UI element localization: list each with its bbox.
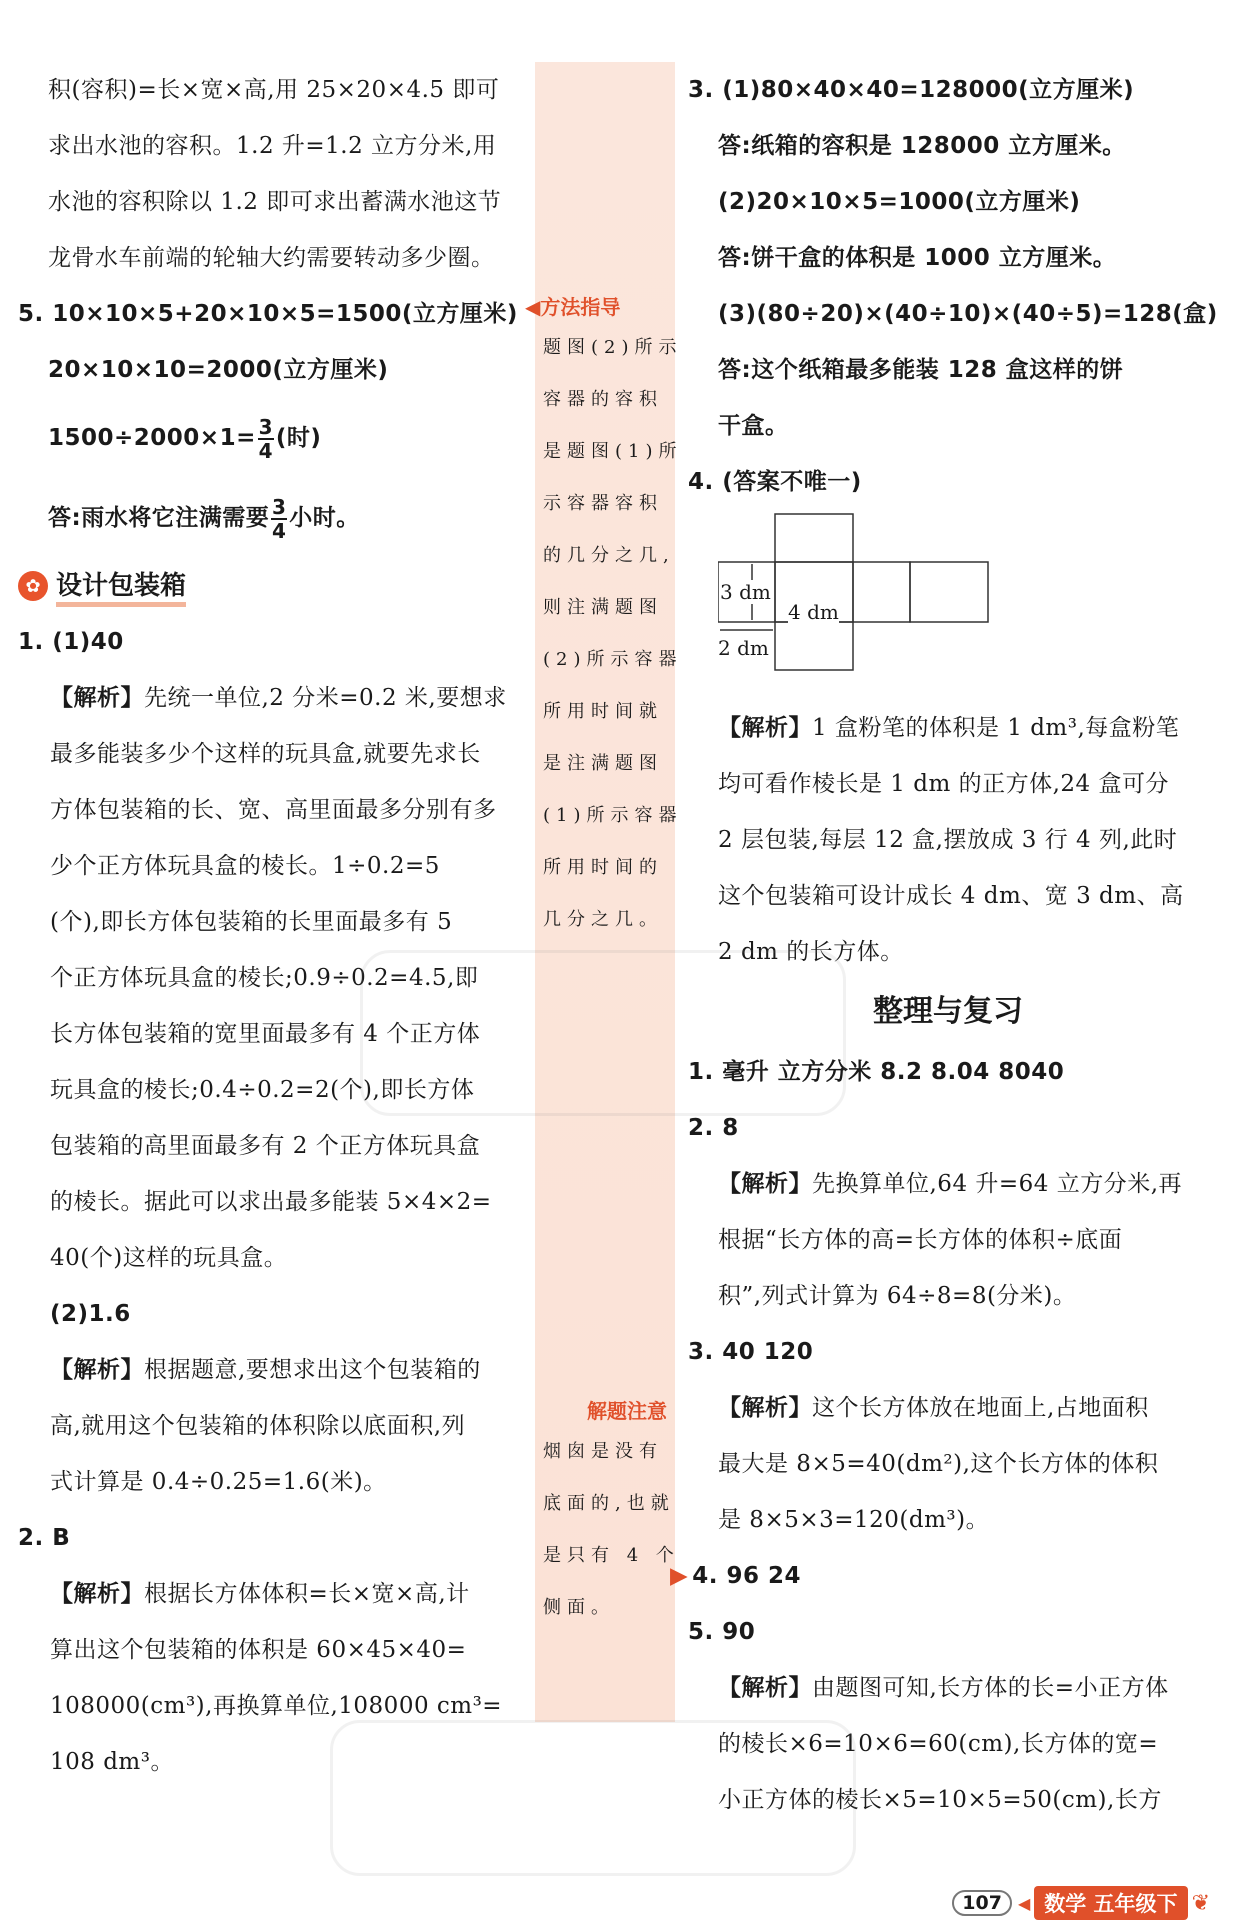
q5-answer-post: 小时。 <box>289 505 360 531</box>
analysis-tag: 【解析】 <box>718 715 812 741</box>
watermark-mark <box>330 1720 856 1876</box>
review-q1: 1. 毫升 立方分米 8.2 8.04 8040 <box>688 1059 1065 1085</box>
tip-line: 示容器容积 <box>543 493 663 514</box>
label-4dm: 4 dm <box>788 600 839 624</box>
tip-line: 容器的容积 <box>543 389 663 410</box>
frac-denominator: 4 <box>271 518 287 543</box>
analysis-tag: 【解析】 <box>718 1171 812 1197</box>
analysis-text: 这个长方体放在地面上,占地面积 <box>812 1395 1149 1421</box>
q3-3-answer: 干盒。 <box>718 413 789 439</box>
q4-analysis-line: 2 dm 的长方体。 <box>718 939 904 965</box>
net-face-back <box>910 562 988 622</box>
q3-1-answer: 答:纸箱的容积是 128000 立方厘米。 <box>718 133 1126 159</box>
box-net-diagram <box>718 510 1018 690</box>
q1-1-analysis-line: 玩具盒的棱长;0.4÷0.2=2(个),即长方体 <box>50 1077 475 1103</box>
frac-denominator: 4 <box>258 438 274 463</box>
q1-1-analysis-line: 的棱长。据此可以求出最多能装 5×4×2= <box>50 1189 492 1215</box>
q4-analysis-line: 这个包装箱可设计成长 4 dm、宽 3 dm、高 <box>718 883 1184 909</box>
q5-line1: 5. 10×10×5+20×10×5=1500(立方厘米) <box>18 301 518 327</box>
review-section-title: 整理与复习 <box>873 994 1023 1029</box>
section-title-text: 设计包装箱 <box>56 565 186 607</box>
q2-analysis-line <box>18 1566 528 1622</box>
analysis-text: 1 盒粉笔的体积是 1 dm³,每盒粉笔 <box>812 715 1180 741</box>
left-column <box>18 62 528 1790</box>
q2-analysis-line: 108 dm³。 <box>50 1749 174 1775</box>
q3-3: (3)(80÷20)×(40÷10)×(40÷5)=128(盒) <box>718 301 1218 327</box>
tip-line: 底面的,也就 <box>543 1493 675 1514</box>
intro-line: 水池的容积除以 1.2 即可求出蓄满水池这节 <box>48 189 502 215</box>
label-2dm: 2 dm <box>718 636 769 660</box>
net-face-top <box>775 514 853 562</box>
q1-1-analysis-line: 个正方体玩具盒的棱长;0.9÷0.2=4.5,即 <box>50 965 479 991</box>
analysis-tag: 【解析】 <box>50 1357 144 1383</box>
q1-1-analysis-line: 少个正方体玩具盒的棱长。1÷0.2=5 <box>50 853 440 879</box>
q1-2: (2)1.6 <box>50 1301 131 1327</box>
review-q2-analysis: 根据“长方体的高=长方体的体积÷底面 <box>718 1227 1123 1253</box>
tip-line: 则注满题图 <box>543 597 663 618</box>
review-q5-analysis: 的棱长×6=10×6=60(cm),长方体的宽= <box>718 1731 1159 1757</box>
frac-numerator: 3 <box>271 494 287 519</box>
section-title <box>18 558 528 614</box>
q2-analysis-line: 108000(cm³),再换算单位,108000 cm³= <box>50 1693 503 1719</box>
net-face-bottom <box>775 622 853 670</box>
q3-3-answer: 答:这个纸箱最多能装 128 盒这样的饼 <box>718 357 1124 383</box>
analysis-tag: 【解析】 <box>50 685 144 711</box>
tip-line: 的几分之几, <box>543 545 675 566</box>
maple-leaf-icon: ❦ <box>1191 1890 1210 1916</box>
review-q5-analysis: 小正方体的棱长×5=10×5=50(cm),长方 <box>718 1787 1162 1813</box>
review-q2-analysis: 积”,列式计算为 64÷8=8(分米)。 <box>718 1283 1077 1309</box>
analysis-tag: 【解析】 <box>50 1581 144 1607</box>
tip-line: (1)所示容器 <box>543 805 683 826</box>
q1-1-analysis-line <box>18 670 528 726</box>
q1-2-analysis-line: 式计算是 0.4÷0.25=1.6(米)。 <box>50 1469 387 1495</box>
analysis-tag: 【解析】 <box>718 1395 812 1421</box>
q1-1-analysis-line: (个),即长方体包装箱的长里面最多有 5 <box>50 909 453 935</box>
tip-line: 所用时间就 <box>543 701 663 722</box>
q5-answer-fraction <box>271 496 287 542</box>
review-q2-analysis <box>688 1156 1208 1212</box>
q5-line3 <box>18 398 528 478</box>
book-title: 数学 五年级下 <box>1034 1886 1187 1920</box>
solving-note-heading: 解题注意 <box>587 1399 667 1423</box>
right-column <box>670 62 1218 1828</box>
tip-line: 是注满题图 <box>543 753 663 774</box>
method-guide-body <box>535 322 683 946</box>
analysis-tag: 【解析】 <box>718 1675 812 1701</box>
q4: 4. (答案不唯一) <box>688 469 862 495</box>
intro-line: 龙骨水车前端的轮轴大约需要转动多少圈。 <box>48 245 495 271</box>
q3-1: 3. (1)80×40×40=128000(立方厘米) <box>688 77 1135 103</box>
q1-1: 1. (1)40 <box>18 629 124 655</box>
intro-line: 积(容积)=长×宽×高,用 25×20×4.5 即可 <box>48 77 500 103</box>
net-face-right <box>853 562 910 622</box>
page-number: 107 <box>952 1890 1012 1916</box>
q2-analysis-line: 算出这个包装箱的体积是 60×45×40= <box>50 1637 467 1663</box>
analysis-text: 由题图可知,长方体的长=小正方体 <box>812 1675 1169 1701</box>
tip-line: (2)所示容器 <box>543 649 683 670</box>
q2: 2. B <box>18 1525 71 1551</box>
tip-line: 所用时间的 <box>543 857 663 878</box>
tip-line: 几分之几。 <box>543 909 663 930</box>
review-q4 <box>670 1548 1208 1604</box>
q1-1-analysis-line: 最多能装多少个这样的玩具盒,就要先求长 <box>50 741 481 767</box>
review-q3-analysis: 最大是 8×5=40(dm²),这个长方体的体积 <box>718 1451 1159 1477</box>
q1-1-analysis-line: 方体包装箱的长、宽、高里面最多分别有多 <box>50 797 497 823</box>
method-guide-heading: ◀方法指导 <box>525 295 621 319</box>
review-q4-text: 4. 96 24 <box>692 1563 801 1589</box>
tip-line: 题图(2)所示 <box>543 337 683 358</box>
q3-2-answer: 答:饼干盒的体积是 1000 立方厘米。 <box>718 245 1117 271</box>
q5-answer <box>18 478 528 558</box>
triangle-left-icon: ◀ <box>1017 1893 1031 1913</box>
q1-2-analysis-line <box>18 1342 528 1398</box>
q1-1-analysis-line: 包装箱的高里面最多有 2 个正方体玩具盒 <box>50 1133 481 1159</box>
analysis-text: 根据题意,要想求出这个包装箱的 <box>144 1357 481 1383</box>
review-q5: 5. 90 <box>688 1619 756 1645</box>
package-icon: ✿ <box>18 571 48 601</box>
q4-analysis-line: 2 层包装,每层 12 盒,摆放成 3 行 4 列,此时 <box>718 827 1178 853</box>
q1-2-analysis-line: 高,就用这个包装箱的体积除以底面积,列 <box>50 1413 466 1439</box>
review-q2: 2. 8 <box>688 1115 739 1141</box>
review-q3-analysis: 是 8×5×3=120(dm³)。 <box>718 1507 990 1533</box>
review-q3-analysis <box>688 1380 1208 1436</box>
q1-1-analysis-line: 长方体包装箱的宽里面最多有 4 个正方体 <box>50 1021 481 1047</box>
tip-column <box>525 62 683 1722</box>
tip-line: 侧面。 <box>543 1597 615 1618</box>
q3-2: (2)20×10×5=1000(立方厘米) <box>718 189 1081 215</box>
q4-analysis-line: 均可看作棱长是 1 dm 的正方体,24 盒可分 <box>718 771 1169 797</box>
analysis-text: 先统一单位,2 分米=0.2 米,要想求 <box>144 685 507 711</box>
q5-answer-pre: 答:雨水将它注满需要 <box>48 505 270 531</box>
intro-line: 求出水池的容积。1.2 升=1.2 立方分米,用 <box>48 133 497 159</box>
solving-note-body <box>535 1426 680 1634</box>
q5-unit: (时) <box>275 425 322 451</box>
q5-expression: 1500÷2000×1= <box>48 425 256 451</box>
review-q3: 3. 40 120 <box>688 1339 814 1365</box>
tip-line: 是题图(1)所 <box>543 441 683 462</box>
q1-1-analysis-line: 40(个)这样的玩具盒。 <box>50 1245 288 1271</box>
page-footer <box>952 1886 1210 1920</box>
analysis-text: 根据长方体体积=长×宽×高,计 <box>144 1581 470 1607</box>
pointer-arrow-icon: ▶ <box>670 1563 689 1589</box>
tip-line: 是只有 4 个 <box>543 1545 680 1566</box>
frac-numerator: 3 <box>258 414 274 439</box>
q4-analysis-line <box>688 700 1208 756</box>
tip-line: 烟囱是没有 <box>543 1441 663 1462</box>
analysis-text: 先换算单位,64 升=64 立方分米,再 <box>812 1171 1183 1197</box>
review-q5-analysis <box>688 1660 1208 1716</box>
q5-fraction <box>258 416 274 462</box>
label-3dm: 3 dm <box>720 580 771 604</box>
q5-line2: 20×10×10=2000(立方厘米) <box>48 357 389 383</box>
watermark-mark <box>360 950 846 1116</box>
